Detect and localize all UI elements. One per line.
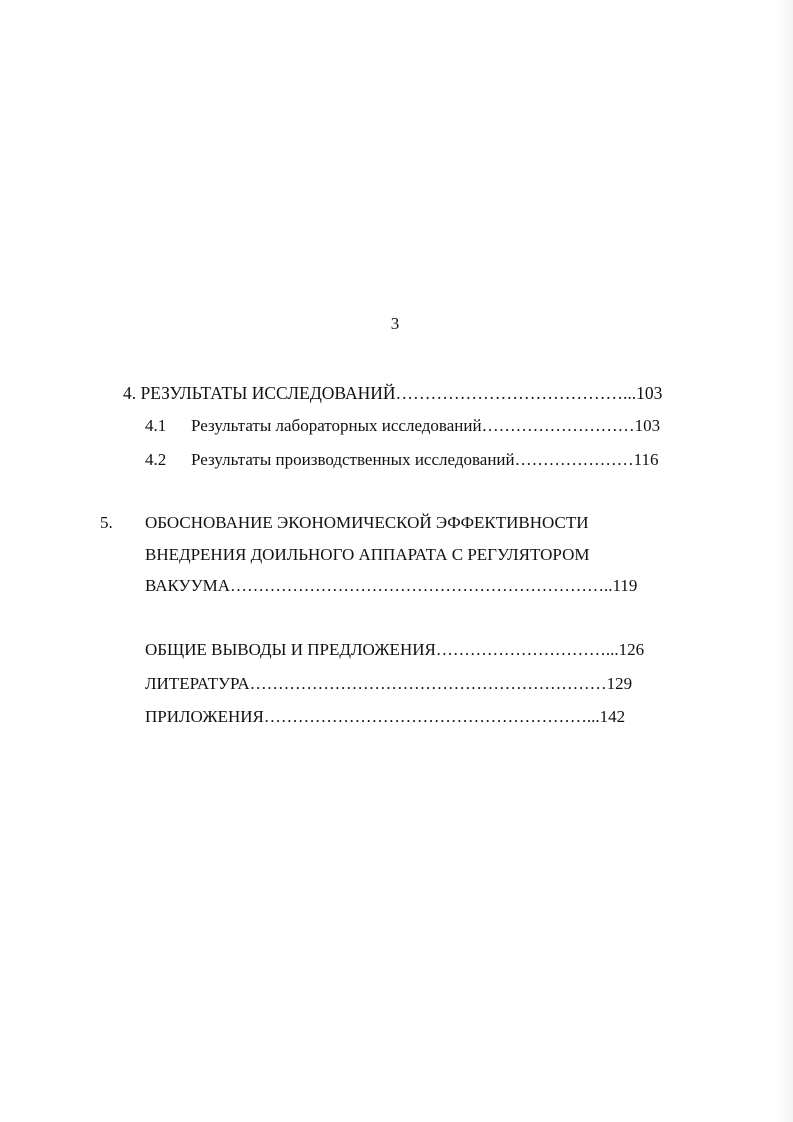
toc-literature: ЛИТЕРАТУРА………………………………………………………129 xyxy=(145,674,633,693)
toc-chapter-4: 4. РЕЗУЛЬТАТЫ ИССЛЕДОВАНИЙ…………………………………...103 xyxy=(123,383,663,403)
toc-section-4-2-number: 4.2 xyxy=(145,450,167,469)
toc-section-4-1-number: 4.1 xyxy=(145,416,167,435)
page-edge-shadow xyxy=(775,0,793,1122)
toc-section-4-1: Результаты лабораторных исследований………………………103 xyxy=(191,416,661,435)
toc-section-4-2: Результаты производственных исследований…………………116 xyxy=(191,450,659,469)
toc-chapter-5-line-3: ВАКУУМА…………………………………………………………..119 xyxy=(145,576,638,595)
toc-chapter-5-line-2: ВНЕДРЕНИЯ ДОИЛЬНОГО АППАРАТА С РЕГУЛЯТОРОМ xyxy=(145,545,590,564)
toc-appendices: ПРИЛОЖЕНИЯ…………………………………………………...142 xyxy=(145,707,626,726)
toc-chapter-5-line-1: ОБОСНОВАНИЕ ЭКОНОМИЧЕСКОЙ ЭФФЕКТИВНОСТИ xyxy=(145,513,589,532)
toc-chapter-5-number: 5. xyxy=(100,513,113,532)
page-number: 3 xyxy=(390,314,400,333)
toc-conclusions: ОБЩИЕ ВЫВОДЫ И ПРЕДЛОЖЕНИЯ…………………………...126 xyxy=(145,640,645,659)
